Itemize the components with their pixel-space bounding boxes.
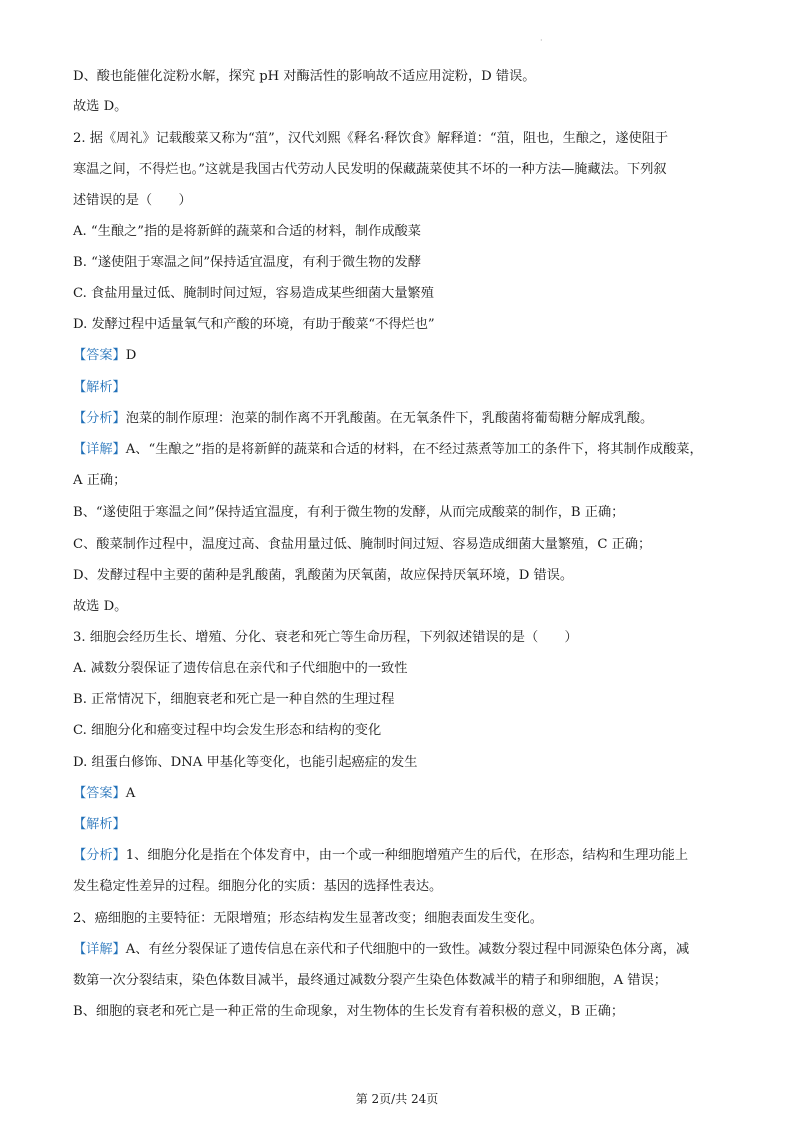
text-line: B、细胞的衰老和死亡是一种正常的生命现象，对生物体的生长发育有着积极的意义，B 正确； [73, 1004, 625, 1019]
text-line: 发生稳定性差异的过程。细胞分化的实质：基因的选择性表达。 [73, 879, 443, 894]
option-b: B. 正常情况下，细胞衰老和死亡是一种自然的生理过程 [73, 692, 395, 707]
text-line: C、酸菜制作过程中，温度过高、食盐用量过低、腌制时间过短、容易造成细菌大量繁殖，C 正确； [73, 537, 652, 552]
option-b: B. “遂使阻于寒温之间”保持适宜温度，有利于微生物的发酵 [73, 255, 422, 270]
analysis-tag: 【解析】 [73, 817, 126, 832]
answer-line: 【答案】A [73, 786, 136, 801]
page-number: 第 2页/共 24页 [355, 1092, 439, 1106]
answer-tag: 【答案】 [73, 786, 126, 801]
question-2-stem: 寒温之间，不得烂也。”这就是我国古代劳动人民发明的保藏蔬菜使其不坏的一种方法—腌藏法。下列叙 [73, 162, 667, 177]
option-a: A. 减数分裂保证了遗传信息在亲代和子代细胞中的一致性 [73, 661, 408, 676]
answer-line: 【答案】D [73, 348, 137, 363]
analysis-heading [73, 815, 733, 835]
text-line: 数第一次分裂结束，染色体数目减半，最终通过减数分裂产生染色体数减半的精子和卵细胞，A 错误； [73, 973, 667, 988]
option-d: D. 发酵过程中适量氧气和产酸的环境，有助于酸菜“不得烂也” [73, 317, 435, 332]
page-mark: · [540, 36, 543, 45]
answer-tag: 【答案】 [73, 348, 126, 363]
text-line: D、酸也能催化淀粉水解，探究 pH 对酶活性的影响故不适应用淀粉，D 错误。 [73, 69, 536, 84]
text-line: 2、癌细胞的主要特征：无限增殖；形态结构发生显著改变；细胞表面发生变化。 [73, 911, 543, 926]
analysis-heading [73, 378, 733, 398]
detail-tag: 【详解】 [73, 942, 126, 957]
detail-tag: 【详解】 [73, 442, 126, 457]
text-line: 故选 D。 [73, 99, 128, 114]
analysis-sub-tag: 【分析】 [73, 848, 126, 863]
analysis-line: 【分析】1、细胞分化是指在个体发育中，由一个或一种细胞增殖产生的后代，在形态，结构和生理功能上 [73, 848, 689, 863]
text-line: B、“遂使阻于寒温之间”保持适宜温度，有利于微生物的发酵，从而完成酸菜的制作，B 正确； [73, 505, 625, 520]
option-c: C. 食盐用量过低、腌制时间过短，容易造成某些细菌大量繁殖 [73, 286, 434, 301]
text-line: A 正确； [73, 473, 127, 488]
question-2-stem: 2. 据《周礼》记载酸菜又称为“菹”，汉代刘熙《释名·释饮食》解释道：“菹，阻也，生酿之，遂使阻于 [73, 131, 669, 146]
text-line: 故选 D。 [73, 599, 128, 614]
analysis-tag: 【解析】 [73, 380, 126, 395]
detail-line: 【详解】A、“生酿之”指的是将新鲜的蔬菜和合适的材料，在不经过蒸煮等加工的条件下，将其制作成酸菜， [73, 442, 703, 457]
analysis-sub-tag: 【分析】 [73, 411, 126, 426]
option-d: D. 组蛋白修饰、DNA 甲基化等变化，也能引起癌症的发生 [73, 755, 418, 770]
text-line: D、发酵过程中主要的菌种是乳酸菌，乳酸菌为厌氧菌，故应保持厌氧环境，D 错误。 [73, 568, 574, 583]
option-c: C. 细胞分化和癌变过程中均会发生形态和结构的变化 [73, 723, 382, 738]
analysis-line: 【分析】泡菜的制作原理：泡菜的制作离不开乳酸菌。在无氧条件下，乳酸菌将葡萄糖分解成乳酸。 [73, 411, 654, 426]
question-2-stem: 述错误的是（ ） [73, 193, 192, 208]
detail-line: 【详解】A、有丝分裂保证了遗传信息在亲代和子代细胞中的一致性。减数分裂过程中同源染色体分离，减 [73, 942, 690, 957]
question-3-stem: 3. 细胞会经历生长、增殖、分化、衰老和死亡等生命历程，下列叙述错误的是（ ） [73, 630, 578, 645]
option-a: A. “生酿之”指的是将新鲜的蔬菜和合适的材料，制作成酸菜 [73, 224, 421, 239]
